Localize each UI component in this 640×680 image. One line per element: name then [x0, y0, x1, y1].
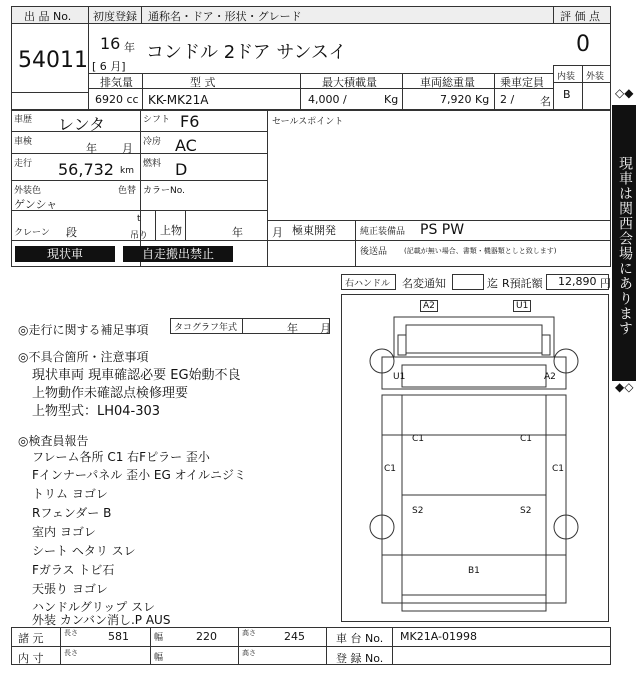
- defect-line-1: 現状車両 現車確認必要 EG始動不良: [32, 368, 241, 383]
- damage-label-b1: B1: [468, 566, 480, 576]
- exterior-label: 外装: [586, 72, 605, 82]
- report-line-6: シート ヘタリ スレ: [32, 544, 136, 558]
- handle: 右ハンドル: [345, 279, 391, 289]
- namechange-box: [452, 274, 484, 290]
- type-label: 型 式: [190, 76, 216, 89]
- report-line-9: ハンドルグリップ スレ: [32, 600, 156, 614]
- odometer-unit: 円: [600, 277, 611, 290]
- defect-heading: ◎不具合箇所・注意事項: [18, 350, 149, 364]
- reg-no-label: 登 録 No.: [336, 652, 384, 665]
- reg-month: [ 6 月]: [92, 60, 126, 73]
- inspection-year: 年: [86, 142, 97, 155]
- namechange-label: 名変通知: [402, 277, 446, 290]
- width: 220: [196, 630, 217, 643]
- option-note: (記載が無い場合、書類・機器類としと致します): [404, 247, 557, 255]
- height-label: 高さ: [242, 629, 256, 637]
- upper-maker: 極東開発: [292, 224, 336, 237]
- colorno-label: 色替: [118, 186, 137, 196]
- damage-label-a2-top: A2: [420, 300, 438, 312]
- current-status-bar: 現状車: [15, 246, 115, 262]
- report-line-4: Rフェンダー B: [32, 506, 112, 520]
- fuel-label: 燃料: [143, 159, 162, 169]
- history-label: 車歴: [14, 115, 33, 125]
- damage-label-c1-2: C1: [520, 434, 533, 444]
- report-line-10: 外装 カンバン消し.P AUS: [32, 613, 171, 627]
- aircon: AC: [175, 136, 197, 155]
- odometer: 12,890: [558, 275, 597, 288]
- damage-label-u1-top: U1: [513, 300, 531, 312]
- upper-label: 上物: [160, 224, 182, 237]
- report-heading: ◎検査員報告: [18, 434, 89, 448]
- gross-label: 車両総重量: [420, 76, 475, 89]
- load-label: 最大積載量: [322, 76, 377, 89]
- location-vertical-bar: 現車は関西会場にあります: [612, 105, 636, 381]
- report-line-3: トリム ヨゴレ: [32, 487, 108, 501]
- dims-label: 諸 元: [18, 632, 44, 645]
- defect-line-2: 上物動作未確認点検修理要: [32, 386, 189, 401]
- option-label: 後送品: [360, 247, 388, 257]
- diamond-bottom-icon: ◆◇: [615, 380, 634, 394]
- mileage-label: 走行: [14, 159, 33, 169]
- reg-year: 16: [100, 34, 121, 53]
- report-line-2: Fインナーパネル 歪小 EG オイルニジミ: [32, 468, 247, 482]
- inner-height-label: 高さ: [242, 649, 256, 657]
- selfdrive-prohibit-bar: 自走搬出禁止: [123, 246, 233, 262]
- lot-number: 54011: [18, 48, 88, 73]
- damage-label-u1-left: U1: [393, 372, 406, 382]
- upper-year: 年: [232, 226, 243, 239]
- inspection-label: 車検: [14, 137, 33, 147]
- crane-t: t: [137, 214, 141, 224]
- report-line-1: フレーム各所 C1 右Fピラー 歪小: [32, 450, 210, 464]
- reg-label: 初度登録: [93, 10, 137, 23]
- inner-width-label: 幅: [154, 653, 164, 663]
- odometer-label: R預託額: [502, 277, 543, 290]
- width-label: 幅: [154, 633, 164, 643]
- shift: F6: [180, 112, 200, 131]
- damage-label-a2-right: A2: [544, 372, 556, 382]
- aircon-label: 冷房: [143, 137, 162, 147]
- r-label: 迄: [487, 277, 498, 290]
- damage-label-s2-left: S2: [412, 506, 424, 516]
- crane-stage: 段: [66, 226, 77, 239]
- load: 4,000 /: [308, 93, 347, 106]
- model-name: コンドル 2ドア サンスイ: [146, 42, 347, 63]
- capacity: 2 /: [500, 93, 515, 106]
- inner-length-label: 長さ: [64, 649, 78, 657]
- crane-lift: 吊り: [130, 231, 149, 241]
- report-line-5: 室内 ヨゴレ: [32, 525, 96, 539]
- interior-grade: B: [563, 88, 571, 101]
- interior-label: 内装: [557, 72, 576, 82]
- defect-line-3: 上物型式：LH04-303: [32, 404, 161, 419]
- mileage-unit: km: [120, 166, 134, 176]
- damage-label-c1-4: C1: [552, 464, 565, 474]
- chassis-label: 車 台 No.: [336, 632, 384, 645]
- capacity-unit: 名: [540, 95, 551, 108]
- gross: 7,920 Kg: [440, 93, 490, 106]
- diamond-top-icon: ◇◆: [615, 86, 634, 100]
- upper-month: 月: [272, 226, 283, 239]
- lot-label: 出 品 No.: [24, 10, 72, 23]
- capacity-label: 乗車定員: [500, 76, 544, 89]
- equip: PS PW: [420, 222, 465, 238]
- fuel: D: [175, 160, 188, 179]
- reg-year-unit: 年: [124, 41, 135, 54]
- eval-score: 0: [576, 32, 590, 57]
- supp-heading: ◎走行に関する補足事項: [18, 323, 149, 337]
- displacement: 6920 cc: [95, 93, 139, 106]
- color-label: 外装色: [14, 186, 42, 196]
- damage-label-c1-3: C1: [384, 464, 397, 474]
- type: KK-MK21A: [148, 93, 209, 107]
- crane-label: クレーン: [14, 228, 50, 238]
- report-line-8: 天張り ヨゴレ: [32, 582, 108, 596]
- chassis: MK21A-01998: [400, 630, 477, 643]
- colorno-label2: カラーNo.: [143, 186, 185, 196]
- equip-label: 純正装備品: [360, 227, 406, 237]
- damage-label-c1-1: C1: [412, 434, 425, 444]
- history: レンタ: [58, 115, 105, 134]
- length: 581: [108, 630, 129, 643]
- shift-label: シフト: [143, 115, 171, 125]
- model-label: 通称名・ドア・形状・グレード: [148, 10, 302, 23]
- eval-label: 評 価 点: [560, 10, 600, 23]
- load-unit: Kg: [384, 93, 399, 106]
- report-line-7: Fガラス トビ石: [32, 563, 115, 577]
- length-label: 長さ: [64, 629, 78, 637]
- mileage: 56,732: [58, 160, 114, 179]
- color: ゲンシャ: [14, 198, 58, 211]
- inspection-month: 月: [122, 142, 133, 155]
- damage-label-s2-right: S2: [520, 506, 532, 516]
- height: 245: [284, 630, 305, 643]
- tacho-month: 月: [320, 322, 331, 335]
- displacement-label: 排気量: [100, 76, 133, 89]
- inner-label: 内 寸: [18, 652, 44, 665]
- tacho-year: 年: [287, 322, 298, 335]
- tacho-label: タコグラフ年式: [174, 323, 238, 333]
- sales-label: セールスポイント: [272, 117, 344, 127]
